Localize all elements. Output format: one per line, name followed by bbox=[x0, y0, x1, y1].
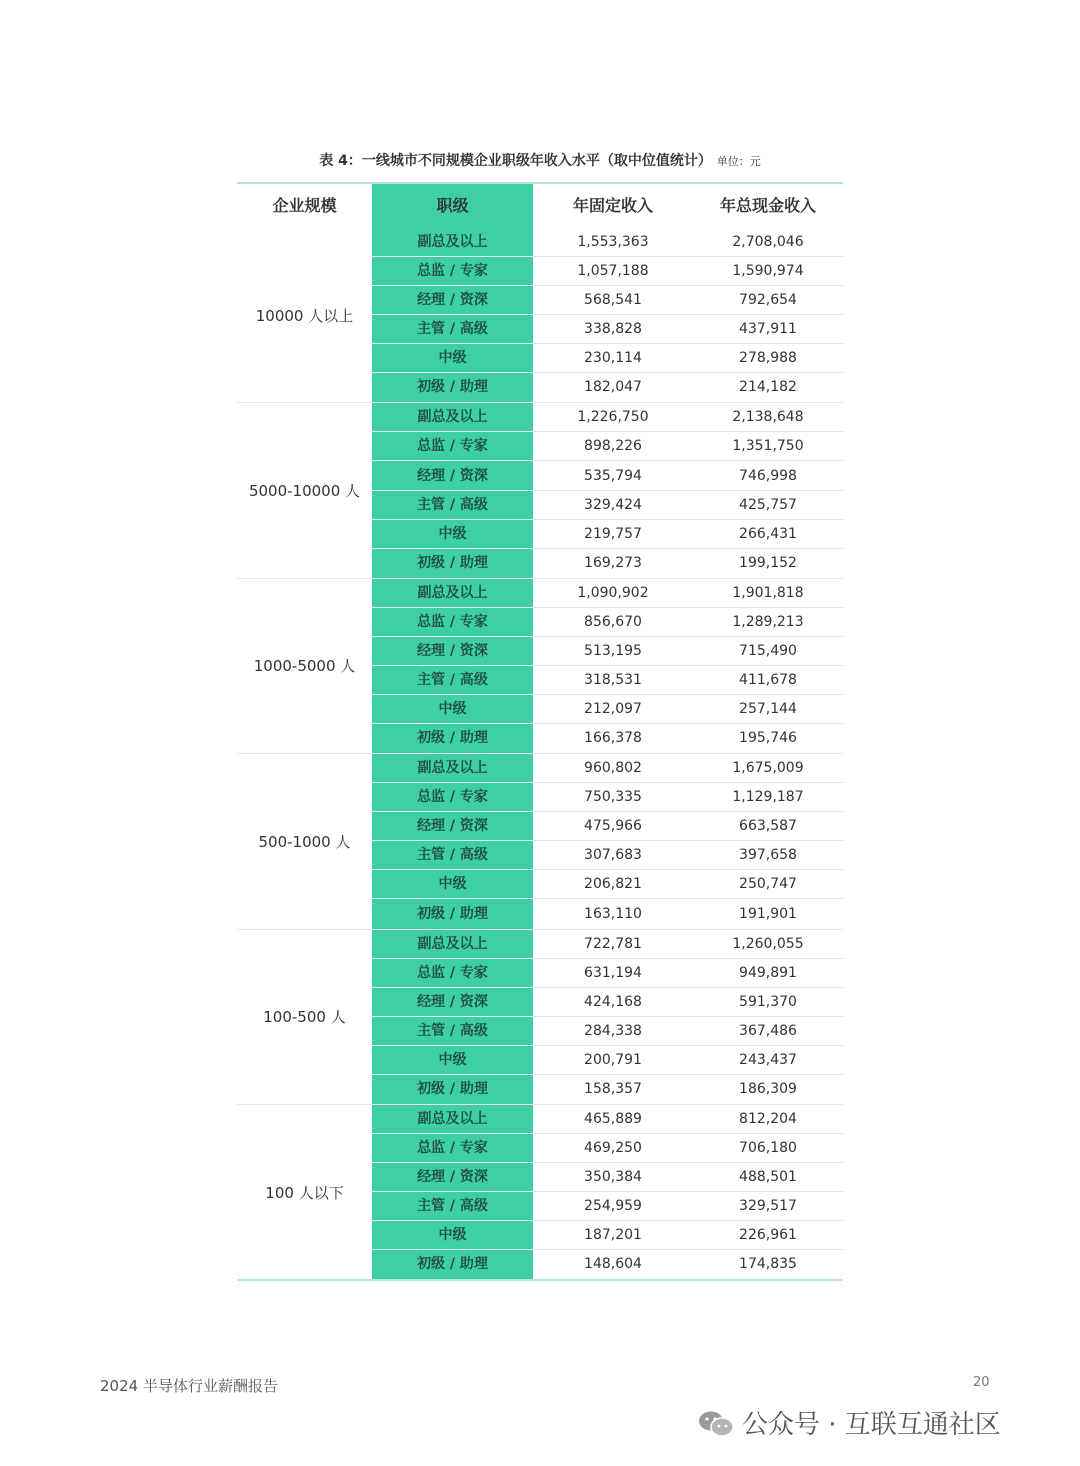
level-cell: 副总及以上 bbox=[417, 1110, 488, 1127]
fixed-income-cell: 750,335 bbox=[584, 789, 642, 806]
fixed-income-cell: 307,683 bbox=[584, 847, 642, 864]
total-income-cell: 186,309 bbox=[739, 1080, 797, 1097]
scale-group bbox=[237, 402, 843, 577]
level-cell: 初级 / 助理 bbox=[417, 1256, 488, 1273]
table-row bbox=[372, 695, 843, 724]
table-row bbox=[372, 637, 843, 666]
table-row bbox=[372, 608, 843, 637]
fixed-income-cell: 212,097 bbox=[584, 701, 642, 718]
scale-group bbox=[237, 929, 843, 1104]
level-cell: 初级 / 助理 bbox=[417, 905, 488, 922]
fixed-income-cell: 960,802 bbox=[584, 760, 642, 777]
caption-unit: 单位：元 bbox=[716, 155, 761, 168]
wechat-icon bbox=[698, 1410, 734, 1436]
table-row bbox=[372, 257, 843, 286]
table-row bbox=[372, 579, 843, 608]
page-number: 20 bbox=[973, 1375, 990, 1390]
level-cell: 中级 bbox=[438, 701, 467, 718]
header-scale: 企业规模 bbox=[272, 196, 337, 215]
scale-label: 1000-5000 人 bbox=[253, 657, 356, 676]
total-income-cell: 411,678 bbox=[739, 671, 797, 688]
level-cell: 经理 / 资深 bbox=[417, 818, 488, 835]
level-cell: 初级 / 助理 bbox=[417, 379, 488, 396]
table-row bbox=[372, 841, 843, 870]
table-row bbox=[372, 373, 843, 402]
table-row bbox=[372, 812, 843, 841]
header-fixed: 年固定收入 bbox=[572, 196, 653, 215]
table-row bbox=[372, 1221, 843, 1250]
level-cell: 总监 / 专家 bbox=[417, 1140, 488, 1157]
table-row bbox=[372, 432, 843, 461]
fixed-income-cell: 898,226 bbox=[584, 438, 642, 455]
salary-table bbox=[237, 182, 843, 1281]
level-cell: 经理 / 资深 bbox=[417, 642, 488, 659]
level-cell: 总监 / 专家 bbox=[417, 964, 488, 981]
table-row bbox=[372, 870, 843, 899]
table-row bbox=[372, 315, 843, 344]
total-income-cell: 243,437 bbox=[739, 1051, 797, 1068]
level-cell: 主管 / 高级 bbox=[417, 671, 488, 688]
fixed-income-cell: 206,821 bbox=[584, 876, 642, 893]
total-income-cell: 195,746 bbox=[739, 730, 797, 747]
level-cell: 经理 / 资深 bbox=[417, 1169, 488, 1186]
scale-label: 500-1000 人 bbox=[258, 832, 351, 851]
total-income-cell: 191,901 bbox=[739, 905, 797, 922]
header-level: 职级 bbox=[436, 196, 469, 215]
table-row bbox=[372, 228, 843, 257]
level-cell: 中级 bbox=[438, 876, 467, 893]
table-body bbox=[237, 228, 843, 1279]
total-income-cell: 199,152 bbox=[739, 554, 797, 571]
total-income-cell: 488,501 bbox=[739, 1169, 797, 1186]
total-income-cell: 2,708,046 bbox=[732, 234, 804, 250]
total-income-cell: 1,129,187 bbox=[732, 789, 804, 806]
table-row bbox=[372, 549, 843, 578]
fixed-income-cell: 856,670 bbox=[584, 613, 642, 630]
fixed-income-cell: 513,195 bbox=[584, 642, 642, 659]
table-row bbox=[372, 462, 843, 491]
fixed-income-cell: 329,424 bbox=[584, 496, 642, 513]
fixed-income-cell: 158,357 bbox=[584, 1080, 642, 1097]
total-income-cell: 226,961 bbox=[739, 1227, 797, 1244]
fixed-income-cell: 148,604 bbox=[584, 1256, 642, 1273]
total-income-cell: 437,911 bbox=[739, 321, 797, 338]
fixed-income-cell: 475,966 bbox=[584, 818, 642, 835]
level-cell: 总监 / 专家 bbox=[417, 789, 488, 806]
table-row bbox=[372, 1017, 843, 1046]
total-income-cell: 812,204 bbox=[739, 1110, 797, 1127]
table-row bbox=[372, 783, 843, 812]
report-title: 2024 半导体行业薪酬报告 bbox=[100, 1377, 278, 1395]
fixed-income-cell: 284,338 bbox=[584, 1022, 642, 1039]
level-cell: 初级 / 助理 bbox=[417, 730, 488, 747]
level-cell: 主管 / 高级 bbox=[417, 1022, 488, 1039]
fixed-income-cell: 254,959 bbox=[584, 1198, 642, 1215]
level-cell: 经理 / 资深 bbox=[417, 993, 488, 1010]
scale-group bbox=[237, 578, 843, 753]
scale-group bbox=[237, 753, 843, 928]
fixed-income-cell: 338,828 bbox=[584, 321, 642, 338]
table-bottom-rule bbox=[237, 1279, 843, 1281]
fixed-income-cell: 182,047 bbox=[584, 379, 642, 396]
table-row bbox=[372, 403, 843, 432]
fixed-income-cell: 219,757 bbox=[584, 525, 642, 542]
fixed-income-cell: 469,250 bbox=[584, 1140, 642, 1157]
watermark bbox=[698, 1404, 1001, 1441]
total-income-cell: 425,757 bbox=[739, 496, 797, 513]
table-row bbox=[372, 1134, 843, 1163]
total-income-cell: 663,587 bbox=[739, 818, 797, 835]
fixed-income-cell: 722,781 bbox=[584, 935, 642, 952]
total-income-cell: 397,658 bbox=[739, 847, 797, 864]
table-row bbox=[372, 988, 843, 1017]
total-income-cell: 278,988 bbox=[739, 350, 797, 367]
table-row bbox=[372, 724, 843, 753]
fixed-income-cell: 163,110 bbox=[584, 905, 642, 922]
table-row bbox=[372, 1250, 843, 1279]
total-income-cell: 1,351,750 bbox=[732, 438, 804, 455]
level-cell: 主管 / 高级 bbox=[417, 847, 488, 864]
table-row bbox=[372, 754, 843, 783]
scale-label: 10000 人以上 bbox=[255, 306, 354, 325]
level-cell: 主管 / 高级 bbox=[417, 321, 488, 338]
table-header bbox=[237, 182, 843, 228]
total-income-cell: 706,180 bbox=[739, 1140, 797, 1157]
fixed-income-cell: 1,090,902 bbox=[577, 584, 649, 601]
fixed-income-cell: 568,541 bbox=[584, 292, 642, 309]
table-row bbox=[372, 286, 843, 315]
table-row bbox=[372, 666, 843, 695]
total-income-cell: 329,517 bbox=[739, 1198, 797, 1215]
total-income-cell: 1,260,055 bbox=[732, 935, 804, 952]
fixed-income-cell: 230,114 bbox=[584, 350, 642, 367]
total-income-cell: 174,835 bbox=[739, 1256, 797, 1273]
table-row bbox=[372, 1046, 843, 1075]
level-cell: 中级 bbox=[438, 1227, 467, 1244]
fixed-income-cell: 424,168 bbox=[584, 993, 642, 1010]
watermark-text: 公众号 · 互联互通社区 bbox=[742, 1410, 1001, 1440]
table-row bbox=[372, 930, 843, 959]
total-income-cell: 715,490 bbox=[739, 642, 797, 659]
total-income-cell: 257,144 bbox=[739, 701, 797, 718]
fixed-income-cell: 1,226,750 bbox=[577, 409, 649, 426]
level-cell: 中级 bbox=[438, 350, 467, 367]
scale-label: 100-500 人 bbox=[263, 1008, 346, 1027]
total-income-cell: 591,370 bbox=[739, 993, 797, 1010]
table-caption bbox=[0, 150, 1080, 170]
total-income-cell: 1,590,974 bbox=[732, 263, 804, 280]
level-cell: 主管 / 高级 bbox=[417, 1198, 488, 1215]
fixed-income-cell: 318,531 bbox=[584, 671, 642, 688]
total-income-cell: 1,675,009 bbox=[732, 760, 804, 777]
table-row bbox=[372, 344, 843, 373]
total-income-cell: 250,747 bbox=[739, 876, 797, 893]
total-income-cell: 746,998 bbox=[739, 467, 797, 484]
fixed-income-cell: 166,378 bbox=[584, 730, 642, 747]
fixed-income-cell: 200,791 bbox=[584, 1051, 642, 1068]
level-cell: 初级 / 助理 bbox=[417, 1080, 488, 1097]
table-row bbox=[372, 1192, 843, 1221]
scale-label: 5000-10000 人 bbox=[248, 482, 361, 501]
scale-label: 100 人以下 bbox=[265, 1183, 344, 1202]
total-income-cell: 1,289,213 bbox=[732, 613, 804, 630]
fixed-income-cell: 631,194 bbox=[584, 964, 642, 981]
table-row bbox=[372, 959, 843, 988]
level-cell: 副总及以上 bbox=[417, 409, 488, 426]
total-income-cell: 792,654 bbox=[739, 292, 797, 309]
table-row bbox=[372, 1163, 843, 1192]
scale-group bbox=[237, 1104, 843, 1279]
table-row bbox=[372, 491, 843, 520]
total-income-cell: 1,901,818 bbox=[732, 584, 804, 601]
caption-title: 表 4：一线城市不同规模企业职级年收入水平（取中位值统计） bbox=[319, 153, 712, 169]
fixed-income-cell: 1,057,188 bbox=[577, 263, 649, 280]
level-cell: 经理 / 资深 bbox=[417, 467, 488, 484]
header-total: 年总现金收入 bbox=[719, 196, 816, 215]
level-cell: 经理 / 资深 bbox=[417, 292, 488, 309]
fixed-income-cell: 465,889 bbox=[584, 1110, 642, 1127]
level-cell: 总监 / 专家 bbox=[417, 613, 488, 630]
table-row bbox=[372, 900, 843, 929]
level-cell: 副总及以上 bbox=[417, 935, 488, 952]
table-row bbox=[372, 520, 843, 549]
fixed-income-cell: 187,201 bbox=[584, 1227, 642, 1244]
level-cell: 中级 bbox=[438, 525, 467, 542]
scale-group bbox=[237, 228, 843, 402]
total-income-cell: 2,138,648 bbox=[732, 409, 804, 426]
level-cell: 副总及以上 bbox=[417, 760, 488, 777]
total-income-cell: 266,431 bbox=[739, 525, 797, 542]
level-cell: 中级 bbox=[438, 1051, 467, 1068]
total-income-cell: 949,891 bbox=[739, 964, 797, 981]
total-income-cell: 214,182 bbox=[739, 379, 797, 396]
level-cell: 初级 / 助理 bbox=[417, 554, 488, 571]
fixed-income-cell: 169,273 bbox=[584, 554, 642, 571]
fixed-income-cell: 535,794 bbox=[584, 467, 642, 484]
total-income-cell: 367,486 bbox=[739, 1022, 797, 1039]
table-row bbox=[372, 1105, 843, 1134]
fixed-income-cell: 1,553,363 bbox=[577, 234, 649, 250]
level-cell: 总监 / 专家 bbox=[417, 263, 488, 280]
level-cell: 主管 / 高级 bbox=[417, 496, 488, 513]
table-row bbox=[372, 1075, 843, 1104]
level-cell: 副总及以上 bbox=[417, 584, 488, 601]
level-cell: 副总及以上 bbox=[417, 234, 488, 250]
fixed-income-cell: 350,384 bbox=[584, 1169, 642, 1186]
level-cell: 总监 / 专家 bbox=[417, 438, 488, 455]
